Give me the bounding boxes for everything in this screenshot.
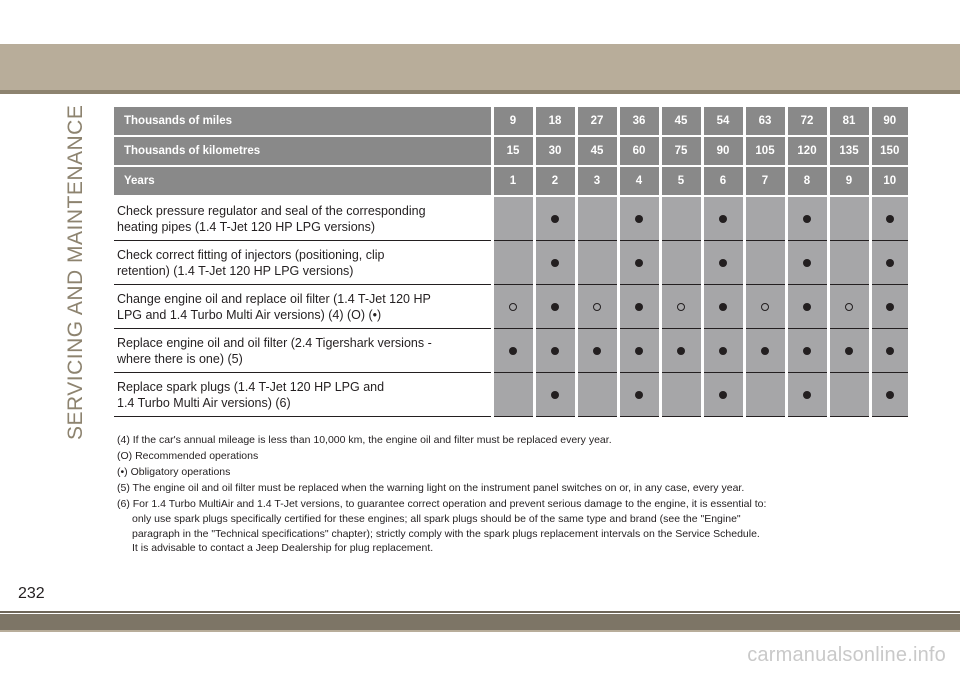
top-margin [0,0,960,44]
operation-description [114,285,492,329]
interval-value: 6 [702,166,744,196]
interval-value: 90 [870,107,908,136]
recommended-circle-icon [677,303,685,311]
schedule-cell [618,329,660,373]
schedule-cell [534,329,576,373]
recommended-circle-icon [845,303,853,311]
obligatory-dot-icon [761,347,769,355]
operation-line: where there is one) (5) [117,351,243,366]
schedule-cell [618,241,660,285]
schedule-cell [660,329,702,373]
schedule-cell [576,373,618,417]
schedule-cell [492,196,534,241]
schedule-cell [870,285,908,329]
interval-value: 75 [660,136,702,166]
header-band [0,44,960,90]
watermark: carmanualsonline.info [747,644,946,666]
operation-line: LPG and 1.4 Turbo Multi Air versions) (4) (O) (•) [117,307,382,322]
interval-value: 30 [534,136,576,166]
schedule-cell [828,196,870,241]
schedule-cell [492,329,534,373]
schedule-cell [828,329,870,373]
schedule-cell [744,241,786,285]
schedule-cell [534,285,576,329]
obligatory-dot-icon [803,303,811,311]
maintenance-row [114,241,908,285]
schedule-cell [744,329,786,373]
schedule-cell [492,373,534,417]
operation-line: Change engine oil and replace oil filter (1.4 T-Jet 120 HP [117,291,431,306]
obligatory-dot-icon [719,303,727,311]
recommended-circle-icon [593,303,601,311]
schedule-cell [828,241,870,285]
operation-line: Check correct fitting of injectors (positioning, clip [117,247,385,262]
schedule-cell [870,196,908,241]
legend-obligatory: (•) Obligatory operations [117,466,231,478]
interval-value: 72 [786,107,828,136]
obligatory-dot-icon [719,259,727,267]
interval-value: 90 [702,136,744,166]
schedule-cell [786,285,828,329]
interval-value: 1 [492,166,534,196]
interval-header-label: Years [114,166,492,196]
footnote-4: (4) If the car's annual mileage is less than 10,000 km, the engine oil and filter must be replaced every year. [117,434,612,446]
interval-value: 7 [744,166,786,196]
interval-value: 10 [870,166,908,196]
obligatory-dot-icon [719,347,727,355]
interval-header-row [114,107,908,136]
schedule-cell [576,196,618,241]
interval-value: 3 [576,166,618,196]
interval-value: 135 [828,136,870,166]
interval-value: 2 [534,166,576,196]
obligatory-dot-icon [635,215,643,223]
schedule-cell [744,196,786,241]
header-rule [0,90,960,94]
schedule-cell [576,241,618,285]
interval-value: 9 [828,166,870,196]
interval-value: 27 [576,107,618,136]
footnote-6-cont: only use spark plugs specifically certified for these engines; all spark plugs should be of the same type and brand (see the "Engine" [132,513,741,525]
schedule-cell [786,373,828,417]
schedule-cell [660,285,702,329]
maintenance-schedule-table [114,107,908,417]
obligatory-dot-icon [509,347,517,355]
interval-value: 120 [786,136,828,166]
interval-value: 36 [618,107,660,136]
obligatory-dot-icon [845,347,853,355]
footnote-6: (6) For 1.4 Turbo MultiAir and 1.4 T-Jet versions, to guarantee correct operation and prevent serious damage to the engine, it is essential to: [117,498,767,510]
obligatory-dot-icon [886,391,894,399]
schedule-cell [828,285,870,329]
schedule-cell [870,373,908,417]
obligatory-dot-icon [551,347,559,355]
obligatory-dot-icon [803,347,811,355]
operation-description [114,241,492,285]
schedule-cell [702,196,744,241]
schedule-cell [702,373,744,417]
interval-value: 9 [492,107,534,136]
obligatory-dot-icon [551,215,559,223]
schedule-cell [702,329,744,373]
schedule-cell [618,373,660,417]
interval-value: 54 [702,107,744,136]
footnote-6-cont: It is advisable to contact a Jeep Dealership for plug replacement. [132,542,434,554]
obligatory-dot-icon [886,215,894,223]
interval-value: 5 [660,166,702,196]
obligatory-dot-icon [635,259,643,267]
obligatory-dot-icon [803,215,811,223]
schedule-cell [660,373,702,417]
footnotes [117,432,917,556]
obligatory-dot-icon [886,303,894,311]
footer-rule [0,630,960,632]
operation-description [114,329,492,373]
interval-value: 8 [786,166,828,196]
interval-value: 45 [660,107,702,136]
obligatory-dot-icon [886,347,894,355]
schedule-cell [744,285,786,329]
footnote-5: (5) The engine oil and oil filter must be replaced when the warning light on the instrument panel switches on or, in any case, every year. [117,482,745,494]
interval-header-row [114,136,908,166]
interval-value: 150 [870,136,908,166]
operation-line: retention) (1.4 T-Jet 120 HP LPG versions) [117,263,354,278]
schedule-cell [534,373,576,417]
legend-recommended: (O) Recommended operations [117,450,259,462]
obligatory-dot-icon [551,391,559,399]
schedule-cell [618,285,660,329]
recommended-circle-icon [761,303,769,311]
schedule-cell [492,241,534,285]
operation-line: Check pressure regulator and seal of the corresponding [117,203,426,218]
schedule-cell [870,241,908,285]
interval-value: 105 [744,136,786,166]
schedule-cell [576,329,618,373]
operation-line: heating pipes (1.4 T-Jet 120 HP LPG versions) [117,219,376,234]
interval-value: 18 [534,107,576,136]
interval-header-row [114,166,908,196]
interval-header-label: Thousands of kilometres [114,136,492,166]
schedule-cell [534,196,576,241]
operation-description [114,196,492,241]
interval-value: 63 [744,107,786,136]
maintenance-row [114,285,908,329]
interval-value: 4 [618,166,660,196]
schedule-cell [660,196,702,241]
footer-rule [0,611,960,613]
obligatory-dot-icon [635,391,643,399]
obligatory-dot-icon [551,259,559,267]
footer-band [0,614,960,630]
schedule-cell [786,241,828,285]
schedule-cell [492,285,534,329]
interval-header-label: Thousands of miles [114,107,492,136]
interval-value: 45 [576,136,618,166]
obligatory-dot-icon [719,391,727,399]
obligatory-dot-icon [803,259,811,267]
obligatory-dot-icon [886,259,894,267]
schedule-cell [702,241,744,285]
schedule-cell [786,329,828,373]
obligatory-dot-icon [635,303,643,311]
operation-line: Replace engine oil and oil filter (2.4 Tigershark versions - [117,335,432,350]
obligatory-dot-icon [803,391,811,399]
schedule-cell [744,373,786,417]
schedule-cell [660,241,702,285]
schedule-cell [870,329,908,373]
maintenance-row [114,196,908,241]
obligatory-dot-icon [719,215,727,223]
obligatory-dot-icon [677,347,685,355]
operation-line: Replace spark plugs (1.4 T-Jet 120 HP LPG and [117,379,385,394]
maintenance-row [114,329,908,373]
footnote-6-cont: paragraph in the "Technical specifications" chapter); strictly comply with the spark plugs replacement intervals on the Service Schedule. [132,527,760,540]
schedule-cell [786,196,828,241]
schedule-cell [702,285,744,329]
schedule-cell [618,196,660,241]
operation-description [114,373,492,417]
interval-value: 81 [828,107,870,136]
schedule-cell [828,373,870,417]
obligatory-dot-icon [593,347,601,355]
operation-line: 1.4 Turbo Multi Air versions) (6) [117,395,291,410]
interval-value: 15 [492,136,534,166]
page-number: 232 [18,585,45,602]
schedule-cell [576,285,618,329]
interval-value: 60 [618,136,660,166]
obligatory-dot-icon [551,303,559,311]
section-title: SERVICING AND MAINTENANCE [64,104,87,440]
maintenance-row [114,373,908,417]
schedule-cell [534,241,576,285]
obligatory-dot-icon [635,347,643,355]
recommended-circle-icon [509,303,517,311]
